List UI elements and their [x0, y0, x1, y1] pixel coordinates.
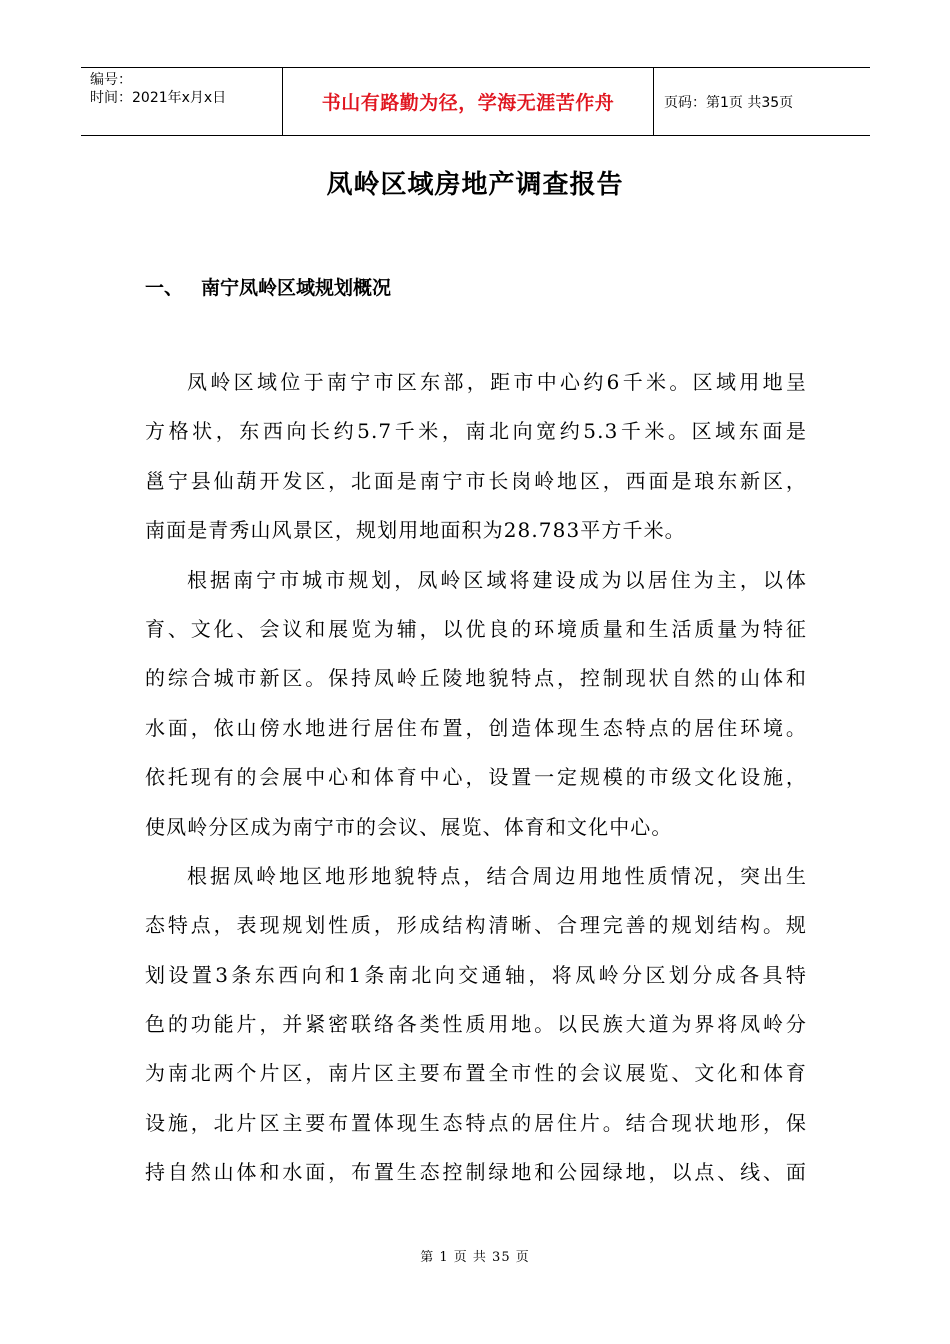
body-line: 使凤岭分区成为南宁市的会议、展览、体育和文化中心。 [145, 814, 673, 839]
body-line: 为南北两个片区，南片区主要布置全市性的会议展览、文化和体育 [145, 1061, 807, 1086]
body-line: 依托现有的会展中心和体育中心，设置一定规模的市级文化设施， [145, 765, 807, 790]
body-line: 方格状，东西向长约5.7千米，南北向宽约5.3千米。区域东面是 [145, 419, 807, 444]
section-heading-text: 南宁凤岭区域规划概况 [201, 277, 392, 299]
body-line: 凤岭区域位于南宁市区东部，距市中心约6千米。区域用地呈 [187, 370, 807, 394]
document-title: 凤岭区域房地产调查报告 [326, 170, 624, 200]
body-line: 设施，北片区主要布置体现生态特点的居住片。结合现状地形，保 [145, 1110, 807, 1135]
body-line: 划设置3条东西向和1条南北向交通轴，将凤岭分区划分成各具特 [145, 962, 807, 987]
body-line: 水面，依山傍水地进行居住布置，创造体现生态特点的居住环境。 [145, 715, 807, 740]
body-line: 根据凤岭地区地形地貌特点，结合周边用地性质情况，突出生 [187, 863, 807, 888]
body-line: 态特点，表现规划性质，形成结构清晰、合理完善的规划结构。规 [145, 913, 807, 938]
page-footer: 第 1 页 共 35 页 [420, 1250, 530, 1265]
header-motto-cell [283, 68, 654, 135]
body-line: 育、文化、会议和展览为辅，以优良的环境质量和生活质量为特征 [145, 616, 807, 641]
header-page-cell [654, 68, 870, 135]
section-number: 一、 [145, 277, 184, 299]
body-line: 邕宁县仙葫开发区，北面是南宁市长岗岭地区，西面是琅东新区， [145, 468, 807, 493]
body-line: 持自然山体和水面，布置生态控制绿地和公园绿地，以点、线、面 [145, 1160, 807, 1185]
doc-number-label: 编号： [90, 72, 132, 88]
body-line: 色的功能片，并紧密联络各类性质用地。以民族大道为界将凤岭分 [145, 1012, 807, 1037]
body-text [145, 362, 807, 1202]
section-heading [145, 273, 391, 300]
header-table [81, 67, 870, 136]
header-motto: 书山有路勤为径，学海无涯苦作舟 [321, 92, 615, 114]
date-label: 时间：2021年x月x日 [90, 90, 227, 106]
header-page-info: 页码：第1页 共35页 [664, 94, 794, 111]
body-line: 的综合城市新区。保持凤岭丘陵地貌特点，控制现状自然的山体和 [145, 666, 807, 691]
header-meta-cell [81, 68, 283, 135]
body-line: 根据南宁市城市规划，凤岭区域将建设成为以居住为主，以体 [187, 567, 807, 592]
body-line: 南面是青秀山风景区，规划用地面积为28.783平方千米。 [145, 518, 686, 543]
